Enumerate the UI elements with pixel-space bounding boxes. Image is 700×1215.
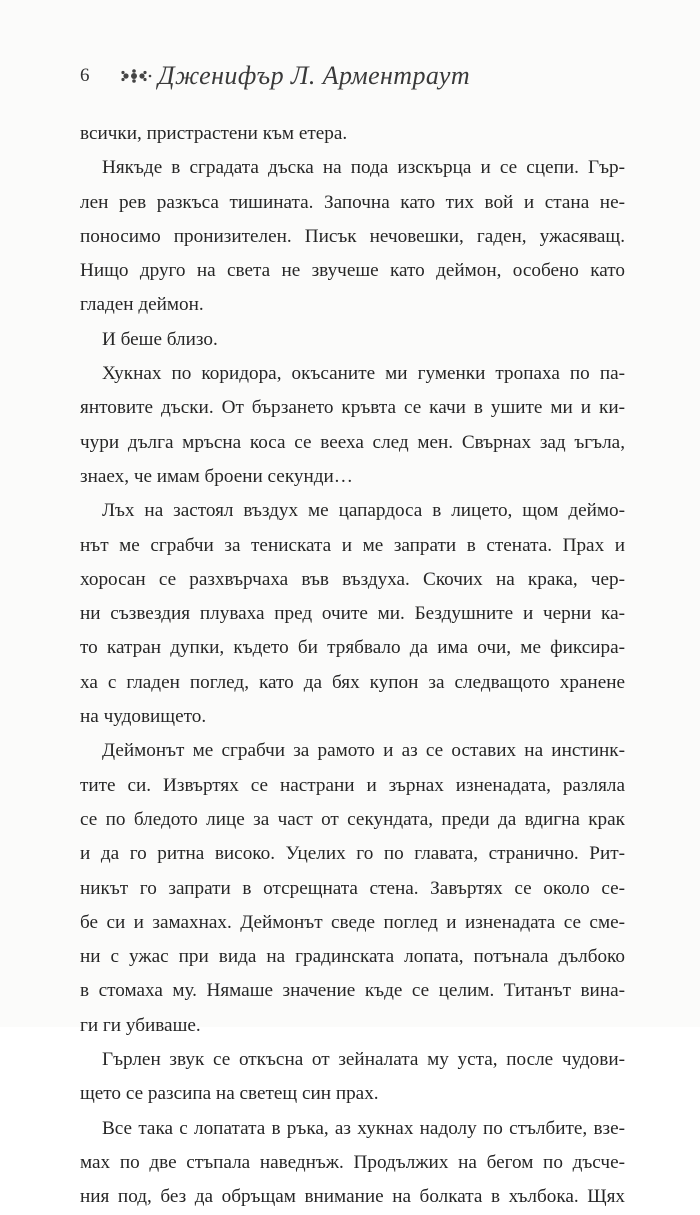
body-text [80, 117, 625, 1215]
text-line: Гърлен звук се откъсна от зейналата му уста, после чудови- [102, 1049, 625, 1071]
text-line: ги ги убиваше. [80, 1014, 201, 1036]
text-line: нът ме сграбчи за тениската и ме запрати в стената. Прах и [80, 534, 625, 556]
text-line: ха с гладен поглед, като да бях купон за следващото хранене [80, 671, 625, 693]
text-line: никът го запрати в отсрещната стена. Завъртях се около се- [80, 877, 625, 899]
text-line: Някъде в сградата дъска на пода изскърца и се сцепи. Гър- [102, 157, 625, 179]
text-line: знаех, че имам броени секунди… [80, 465, 353, 487]
text-line: поносимо пронизителен. Писък нечовешки, гаден, ужасяващ. [80, 225, 625, 247]
page-header [80, 56, 470, 96]
text-line: И беше близо. [102, 328, 218, 350]
text-line: на чудовището. [80, 706, 207, 728]
text-line: и да го ритна високо. Уцелих го по главата, странично. Рит- [80, 843, 625, 865]
text-line: ни съзвездия плуваха пред очите ми. Бездушните и черни ка- [80, 603, 625, 625]
text-line: янтовите дъски. От бързането кръвта се качи в ушите ми и ки- [80, 397, 625, 419]
text-line: хоросан се разхвърчаха във въздуха. Скочих на крака, чер- [80, 568, 625, 590]
text-line: чури дълга мръсна коса се вееха след мен. Свърнах зад ъгъла, [80, 431, 625, 453]
text-line: Хукнах по коридора, окъсаните ми гуменки тропаха по па- [102, 363, 625, 385]
text-line: ния под, без да обръщам внимание на болката в хълбока. Щях [80, 1186, 625, 1208]
text-line: щето се разсипа на светещ син прах. [80, 1083, 379, 1105]
text-line: се по бледото лице за част от секундата, преди да вдигна крак [80, 808, 625, 830]
page-number: 6 [80, 65, 90, 86]
running-head-author: Дженифър Л. Арментраут [158, 61, 471, 90]
text-line: лен рев разкъса тишината. Започна като тих вой и стана не- [80, 191, 625, 213]
text-line: Лъх на застоял въздух ме цапардоса в лицето, щом деймо- [102, 500, 625, 522]
text-line: гладен деймон. [80, 294, 204, 316]
text-line: Нищо друго на света не звучеше като деймон, особено като [80, 260, 625, 282]
floral-ornament-icon [120, 67, 154, 85]
text-line: всички, пристрастени към етера. [80, 123, 348, 144]
text-line: Все така с лопатата в ръка, аз хукнах надолу по стълбите, взе- [102, 1117, 625, 1139]
text-line: в стомаха му. Нямаше значение къде се целим. Титанът вина- [80, 980, 625, 1002]
text-line: то катран дупки, където би трябвало да има очи, ме фиксира- [80, 637, 625, 659]
text-line: мах по две стъпала наведнъж. Продължих на бегом по дъсче- [80, 1151, 625, 1173]
text-line: ни с ужас при вида на градинската лопата, потънала дълбоко [80, 946, 625, 968]
text-line: тите си. Извъртях се настрани и зърнах изненадата, разляла [80, 774, 625, 796]
text-line: бе си и замахнах. Деймонът сведе поглед и изненадата се сме- [80, 911, 625, 933]
text-line: Деймонът ме сграбчи за рамото и аз се оставих на инстинк- [102, 740, 625, 762]
